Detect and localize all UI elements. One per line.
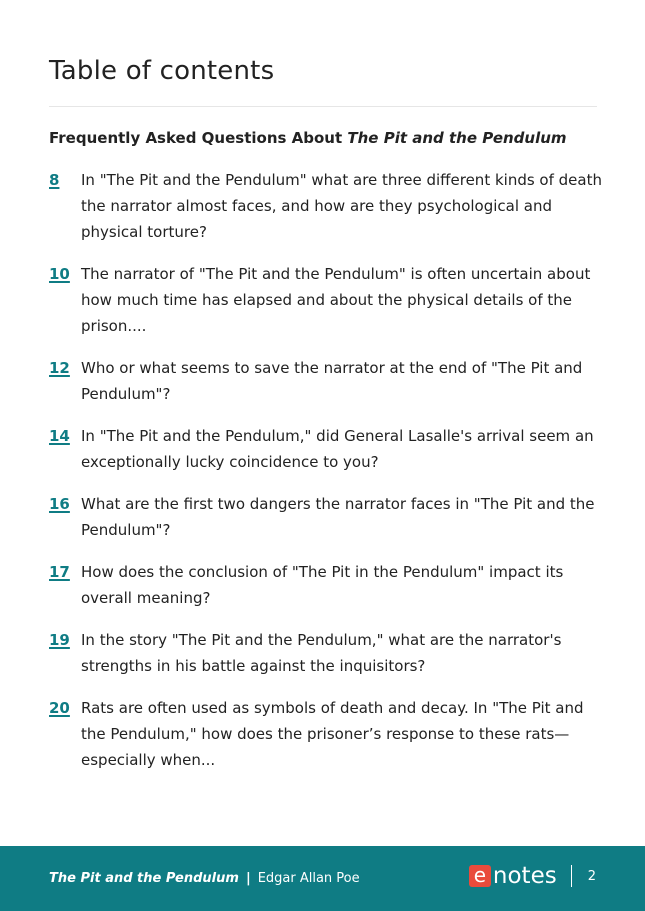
- toc-entry: [49, 627, 609, 679]
- toc-entry: [49, 167, 609, 245]
- toc-page-link[interactable]: 19: [49, 631, 70, 649]
- toc-entry: [49, 559, 609, 611]
- enotes-logo: [469, 863, 557, 889]
- title-divider: [49, 106, 597, 107]
- toc-question: The narrator of "The Pit and the Pendulum" is often uncertain about how much time has elapsed and about the physical details of the prison....: [81, 265, 591, 335]
- toc-entry: [49, 491, 609, 543]
- toc-entry: [49, 695, 609, 773]
- toc-question: Who or what seems to save the narrator at the end of "The Pit and Pendulum"?: [81, 359, 583, 403]
- toc-entry: [49, 355, 609, 407]
- footer-right: [469, 863, 596, 889]
- toc-question: Rats are often used as symbols of death and decay. In "The Pit and the Pendulum," how does the prisoner’s response to these rats—especially when...: [81, 699, 584, 769]
- page-number: 2: [587, 868, 596, 884]
- toc-page-link[interactable]: 14: [49, 427, 70, 445]
- page-footer: [0, 846, 645, 911]
- logo-wordmark: notes: [492, 863, 557, 889]
- faq-heading: [49, 129, 567, 147]
- faq-heading-book: The Pit and the Pendulum: [347, 129, 567, 147]
- footer-book-title: The Pit and the Pendulum: [49, 871, 239, 886]
- toc-question: In "The Pit and the Pendulum," did General Lasalle's arrival seem an exceptionally lucky coincidence to you?: [81, 427, 594, 471]
- toc-question: In "The Pit and the Pendulum" what are three different kinds of death the narrator almost faces, and how are they psychological and physical torture?: [81, 171, 602, 241]
- toc-page-link[interactable]: 10: [49, 265, 70, 283]
- footer-author: Edgar Allan Poe: [257, 871, 360, 886]
- toc-entry: [49, 261, 609, 339]
- toc-question: How does the conclusion of "The Pit in the Pendulum" impact its overall meaning?: [81, 563, 564, 607]
- toc-page-link[interactable]: 12: [49, 359, 70, 377]
- footer-separator: |: [245, 871, 251, 886]
- toc-question: In the story "The Pit and the Pendulum," what are the narrator's strengths in his battle against the inquisitors?: [81, 631, 562, 675]
- toc-question: What are the first two dangers the narrator faces in "The Pit and the Pendulum"?: [81, 495, 595, 539]
- toc-entry: [49, 423, 609, 475]
- toc-page-link[interactable]: 8: [49, 171, 60, 189]
- toc-list: [49, 167, 609, 789]
- footer-book-info: [49, 871, 360, 886]
- logo-e-icon: e: [469, 865, 491, 887]
- footer-divider: [571, 865, 572, 887]
- faq-heading-prefix: Frequently Asked Questions About: [49, 129, 348, 147]
- toc-page-link[interactable]: 16: [49, 495, 70, 513]
- toc-page-link[interactable]: 17: [49, 563, 70, 581]
- page-title: Table of contents: [49, 56, 275, 86]
- toc-page-link[interactable]: 20: [49, 699, 70, 717]
